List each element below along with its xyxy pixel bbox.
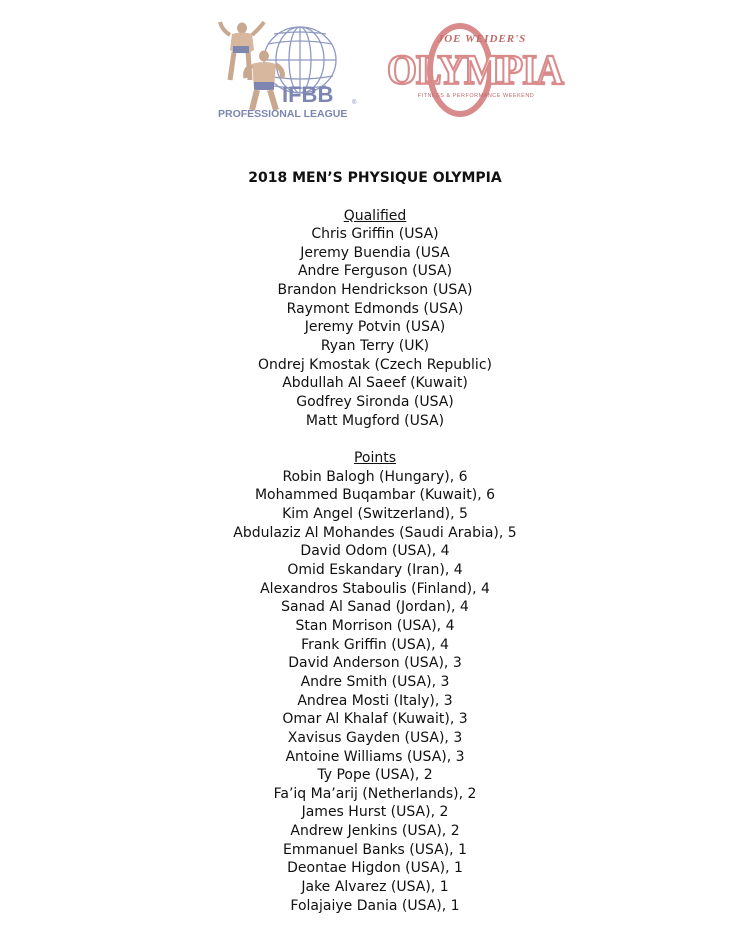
qualification-document: [0, 168, 750, 915]
document-title: 2018 MEN’S PHYSIQUE OLYMPIA: [248, 170, 502, 186]
points-athlete: Andre Smith (USA), 3: [300, 673, 450, 690]
points-athlete: Robin Balogh (Hungary), 6: [282, 468, 468, 485]
ifbb-wordmark: IFBB: [282, 82, 334, 107]
qualified-heading: Qualified: [343, 207, 407, 224]
qualified-athlete: Jeremy Buendia (USA: [300, 244, 450, 261]
points-athlete: Emmanuel Banks (USA), 1: [282, 841, 467, 858]
qualified-athlete: Raymont Edmonds (USA): [286, 300, 464, 317]
qualified-athlete: Ondrej Kmostak (Czech Republic): [257, 356, 492, 373]
points-athlete: Andrea Mosti (Italy), 3: [297, 692, 453, 709]
points-athlete: Frank Griffin (USA), 4: [301, 636, 449, 653]
ifbb-tagline: PROFESSIONAL LEAGUE: [218, 108, 348, 120]
qualified-athlete: Chris Griffin (USA): [311, 226, 439, 243]
bodybuilder-figures-icon: [220, 22, 282, 110]
points-athlete: Fa’iq Ma’arij (Netherlands), 2: [273, 785, 477, 802]
points-athlete: Kim Angel (Switzerland), 5: [282, 505, 468, 522]
points-athlete: Folajaiye Dania (USA), 1: [290, 897, 460, 914]
section-spacer: [0, 430, 750, 449]
olympia-tagline: FITNESS & PERFORMANCE WEEKEND: [417, 93, 535, 99]
points-athlete: Jake Alvarez (USA), 1: [301, 879, 449, 896]
qualified-list: [0, 225, 750, 430]
points-athlete: Alexandros Staboulis (Finland), 4: [260, 580, 490, 597]
points-athlete: Sanad Al Sanad (Jordan), 4: [281, 599, 469, 616]
points-athlete: Omid Eskandary (Iran), 4: [287, 561, 463, 578]
qualified-athlete: Matt Mugford (USA): [305, 412, 445, 429]
qualified-athlete: Jeremy Potvin (USA): [304, 319, 446, 336]
points-list: [0, 468, 750, 916]
points-heading: Points: [353, 450, 397, 467]
points-athlete: Ty Pope (USA), 2: [317, 767, 433, 784]
qualified-athlete: Godfrey Sironda (USA): [296, 394, 454, 411]
points-athlete: Antoine Williams (USA), 3: [285, 748, 465, 765]
qualified-athlete: Abdullah Al Saeef (Kuwait): [282, 375, 468, 392]
points-athlete: Xavisus Gayden (USA), 3: [287, 729, 463, 746]
ifbb-pro-league-logo: [212, 18, 362, 123]
ifbb-registered-mark: ®: [352, 100, 357, 106]
points-athlete: David Anderson (USA), 3: [288, 655, 462, 672]
olympia-wordmark: OLYMPIA: [387, 48, 565, 94]
logo-header: [0, 18, 750, 128]
qualified-athlete: Ryan Terry (UK): [320, 338, 430, 355]
qualified-athlete: Andre Ferguson (USA): [297, 263, 453, 280]
points-athlete: David Odom (USA), 4: [300, 543, 450, 560]
olympia-logo: [384, 20, 566, 120]
points-athlete: Abdulaziz Al Mohandes (Saudi Arabia), 5: [233, 524, 517, 541]
points-athlete: Stan Morrison (USA), 4: [295, 617, 455, 634]
qualified-athlete: Brandon Hendrickson (USA): [277, 282, 473, 299]
olympia-top-text: JOE WEIDER'S: [437, 33, 527, 45]
points-athlete: Andrew Jenkins (USA), 2: [290, 823, 460, 840]
points-athlete: Deontae Higdon (USA), 1: [287, 860, 463, 877]
points-athlete: James Hurst (USA), 2: [301, 804, 449, 821]
points-athlete: Omar Al Khalaf (Kuwait), 3: [282, 711, 468, 728]
points-athlete: Mohammed Buqambar (Kuwait), 6: [254, 487, 496, 504]
